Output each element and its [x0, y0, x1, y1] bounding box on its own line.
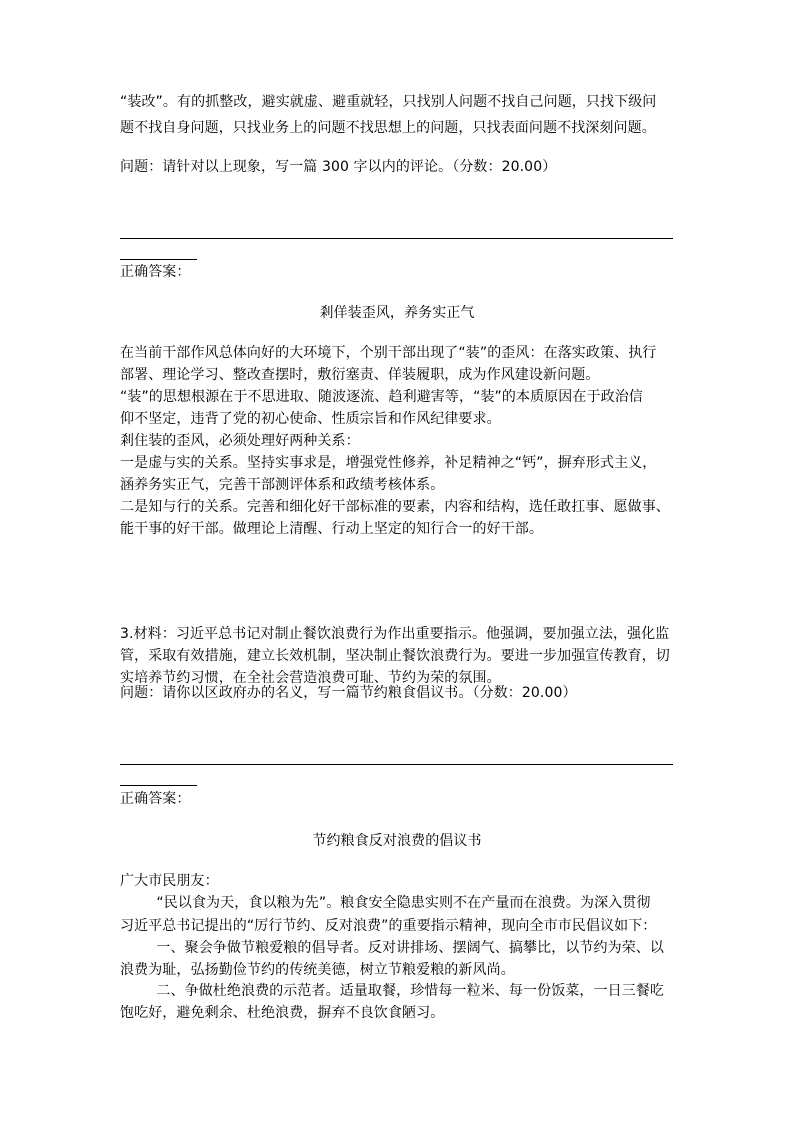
q2-answer-line: 仰不坚定，违背了党的初心使命、性质宗旨和作风纪律要求。: [120, 411, 501, 427]
q2-answer-line: 在当前干部作风总体向好的大环境下，个别干部出现了“装”的歪风：在落实政策、执行: [120, 345, 657, 361]
q2-answer-line: 部署、理论学习、整改查摆时，敷衍塞责、佯装履职，成为作风建设新问题。: [120, 367, 600, 383]
q2-answer-line: “装”的思想根源在于不思进取、随波逐流、趋利避害等，“装”的本质原因在于政治信: [120, 389, 643, 405]
q2-answer-line: 能干事的好干部。做理论上清醒、行动上坚定的知行合一的好干部。: [120, 521, 543, 537]
q3-answer-label: 正确答案：: [120, 791, 191, 807]
q3-answer-line: 浪费为耻，弘扬勤俭节约的传统美德，树立节粮爱粮的新风尚。: [120, 962, 515, 978]
q2-answer-line: 二是知与行的关系。完善和细化好干部标准的要素，内容和结构，选任敢扛事、愿做事、: [120, 499, 670, 515]
answer-divider: [120, 238, 673, 239]
q2-answer-title: 剎佯装歪风，养务实正气: [319, 305, 475, 321]
answer-divider-short: [120, 259, 197, 260]
answer-divider-short: [120, 785, 197, 786]
q3-answer-line: 二、争做杜绝浪费的示范者。适量取餐，珍惜每一粒米、每一份饭菜，一日三餐吃: [120, 983, 664, 999]
q3-answer-line: 一、聚会争做节粮爱粮的倡导者。反对讲排场、摆阔气、搞攀比，以节约为荣、以: [120, 940, 664, 956]
q3-answer-line: 习近平总书记提出的“厉行节约、反对浪费”的重要指示精神，现向全市市民倡议如下：: [120, 918, 657, 934]
q2-material-line: “装改”。有的抓整改，避实就虚、避重就轻，只找别人问题不找自己问题，只找下级问: [120, 94, 657, 110]
q2-answer-label: 正确答案：: [120, 264, 191, 280]
answer-divider: [120, 764, 673, 765]
q2-answer-line: 一是虚与实的关系。坚持实事求是，增强党性修养，补足精神之“钙”，摒弃形式主义，: [120, 455, 657, 471]
q3-answer-line: 饱吃好，避免剩余、杜绝浪费，摒弃不良饮食陋习。: [120, 1005, 445, 1021]
q3-material-line: 管，采取有效措施，建立长效机制，坚决制止餐饮浪费行为。要进一步加强宣传教育，切: [120, 648, 670, 664]
q3-material-line: 3.材料：习近平总书记对制止餐饮浪费行为作出重要指示。他强调，要加强立法，强化监: [120, 626, 670, 642]
q3-answer-title: 节约粮食反对浪费的倡议书: [312, 833, 482, 849]
q3-question: 问题：请你以区政府办的名义，写一篇节约粮食倡议书。（分数：20.00）: [120, 685, 577, 701]
q2-answer-line: 剎住装的歪风，必须处理好两种关系：: [120, 433, 360, 449]
q3-answer-line: “民以食为天，食以粮为先”。粮食安全隐患实则不在产量而在浪费。为深入贯彻: [120, 895, 651, 911]
q3-material-line: 实培养节约习惯，在全社会营造浪费可耻、节约为荣的氛围。: [120, 670, 501, 686]
q2-material-line: 题不找自身问题，只找业务上的问题不找思想上的问题，只找表面问题不找深刻问题。: [120, 120, 656, 136]
q3-answer-line: 广大市民朋友：: [120, 873, 219, 889]
q2-question: 问题：请针对以上现象，写一篇 300 字以内的评论。（分数：20.00）: [120, 159, 557, 175]
q2-answer-line: 涵养务实正气，完善干部测评体系和政绩考核体系。: [120, 477, 445, 493]
